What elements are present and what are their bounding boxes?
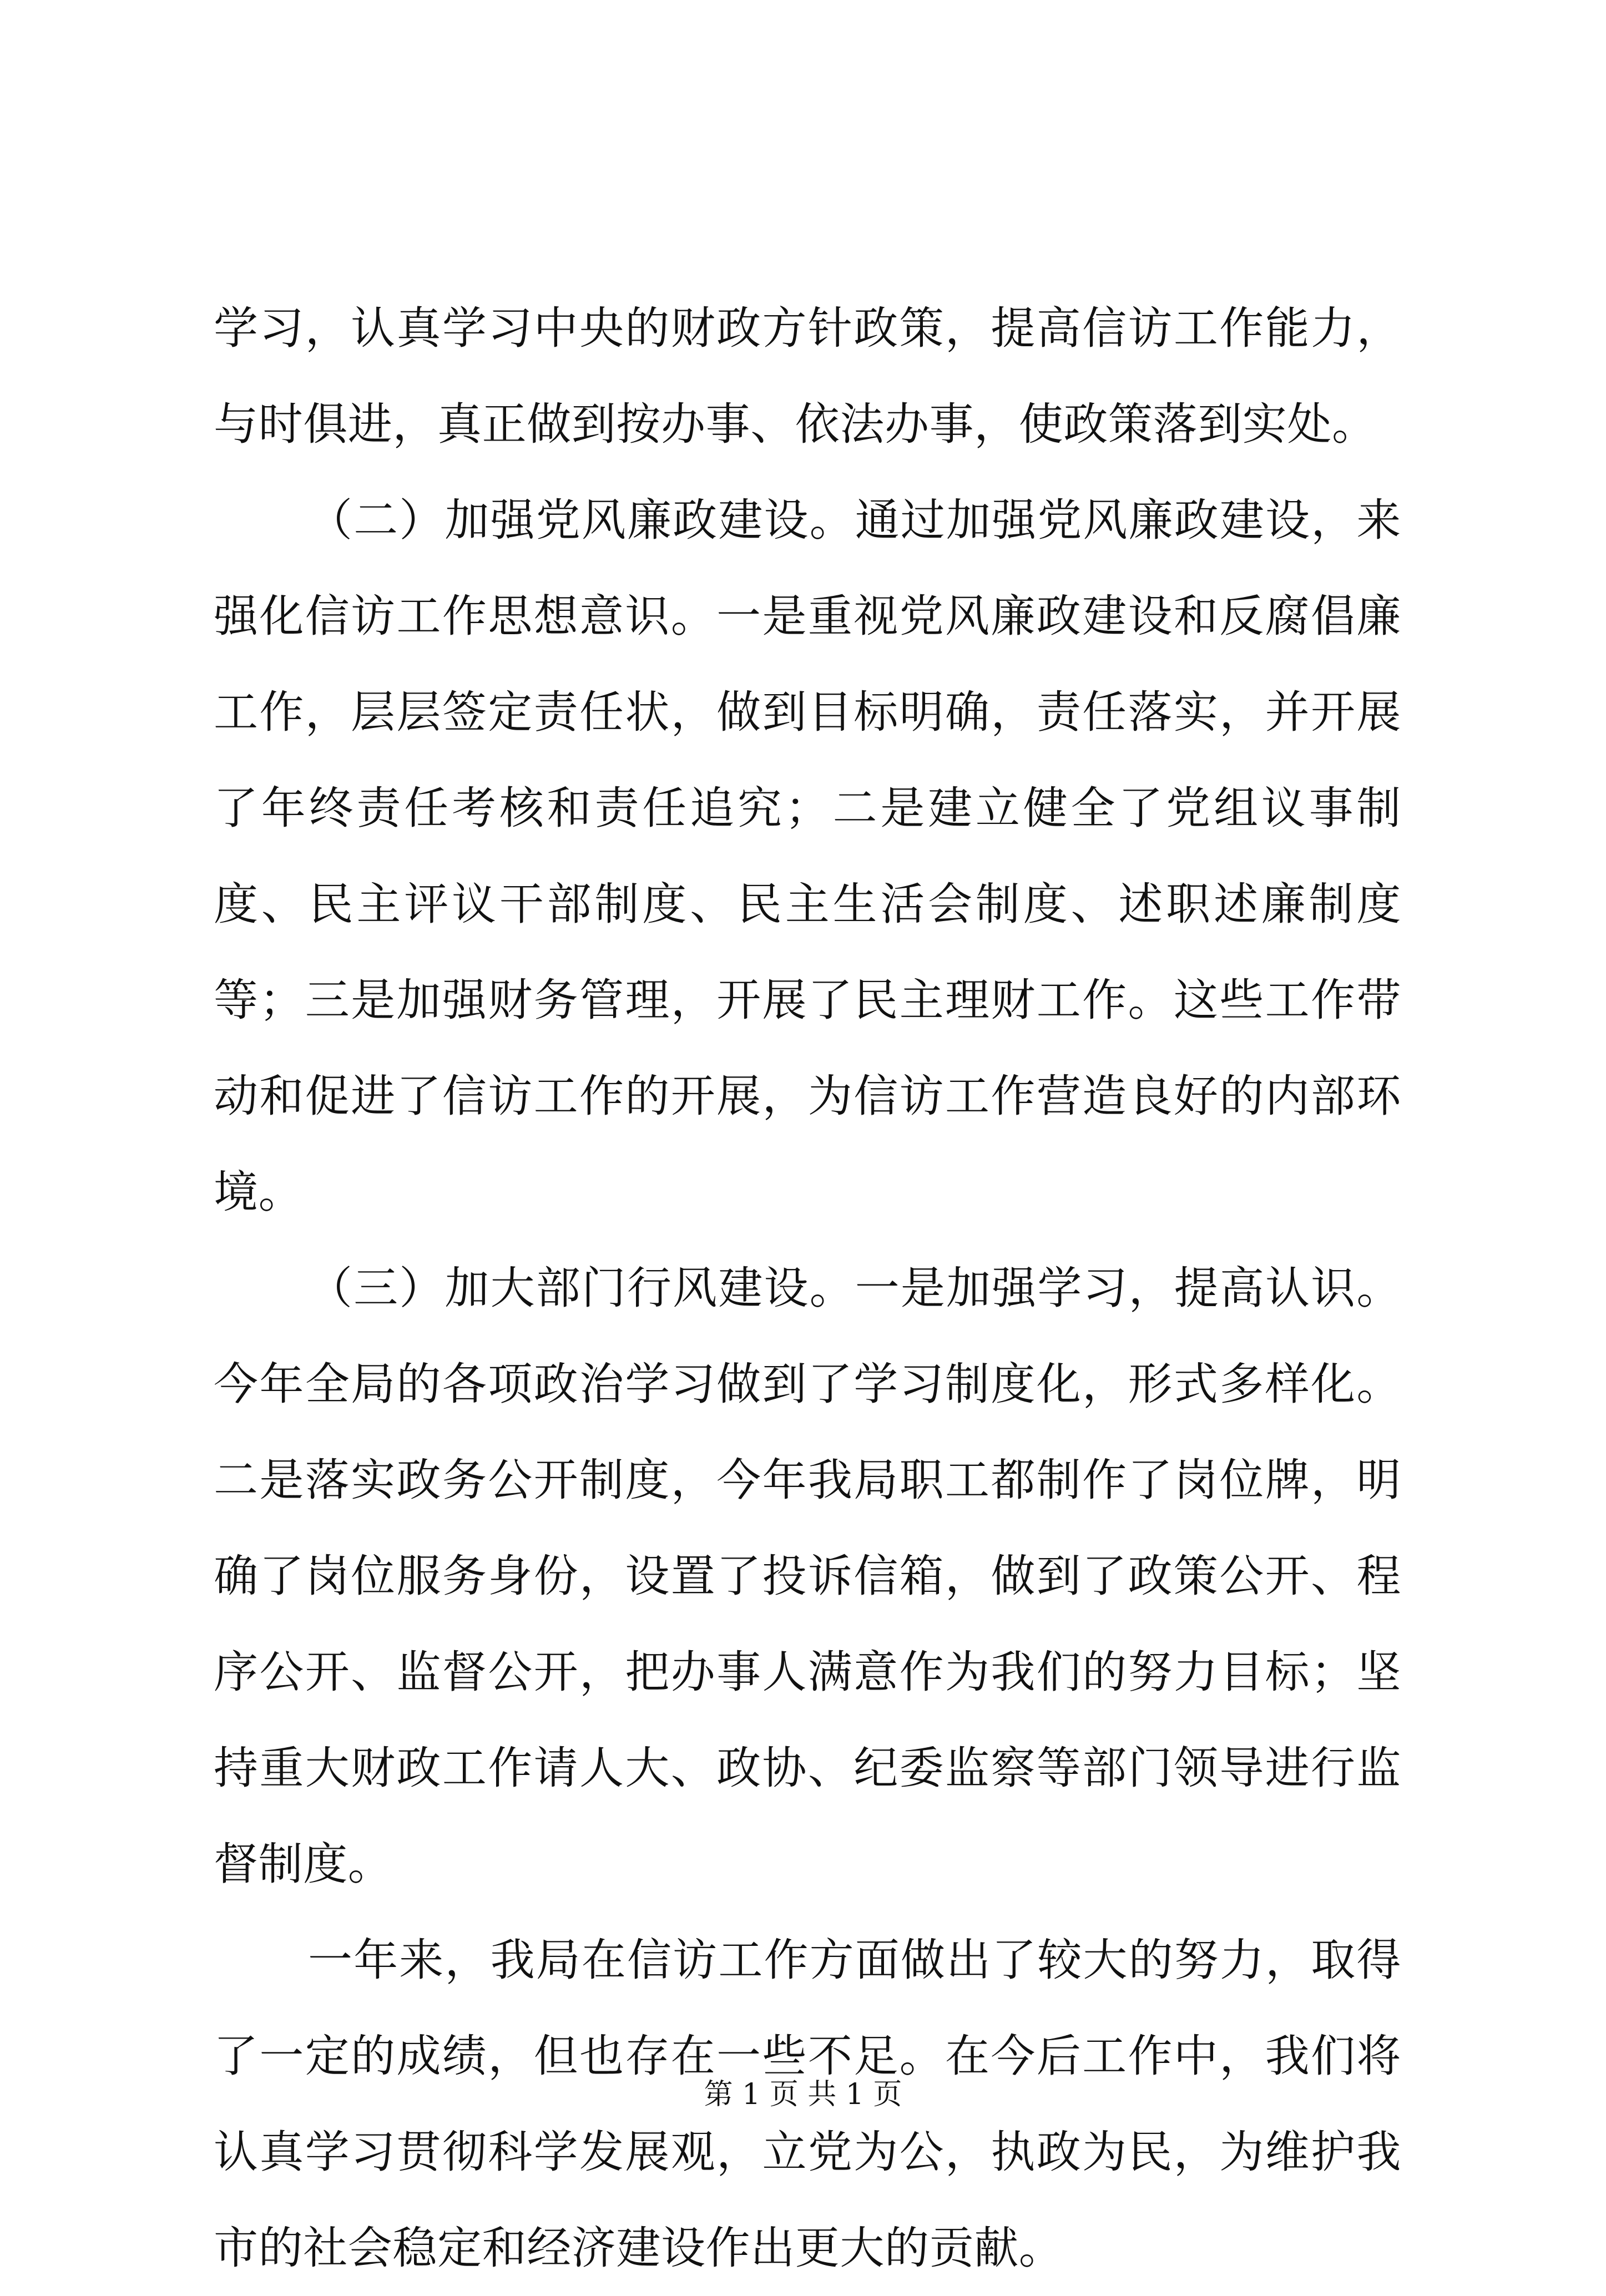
paragraph-department-conduct: （三）加大部门行风建设。一是加强学习，提高认识。今年全局的各项政治学习做到了学习制度化，形式多样化。二是落实政务公开制度，今年我局职工都制作了岗位牌，明确了岗位服务身份，设置了投诉信箱，做到了政策公开、程序公开、监督公开，把办事人满意作为我们的努力目标；坚持重大财政工作请人大、政协、纪委监察等部门领导进行监督制度。 [214,1262,1401,1890]
page-number-footer: 第 1 页 共 1 页 [704,2078,902,2111]
document-body [214,280,1401,2296]
paragraph-party-conduct: （二）加强党风廉政建设。通过加强党风廉政建设，来强化信访工作思想意识。一是重视党风廉政建设和反腐倡廉工作，层层签定责任状，做到目标明确，责任落实，并开展了年终责任考核和责任追究；二是建立健全了党组议事制度、民主评议干部制度、民主生活会制度、述职述廉制度等；三是加强财务管理，开展了民主理财工作。这些工作带动和促进了信访工作的开展，为信访工作营造良好的内部环境。 [214,494,1401,1218]
paragraph-summary: 一年来，我局在信访工作方面做出了较大的努力，取得了一定的成绩，但也存在一些不足。在今后工作中，我们将认真学习贯彻科学发展观，立党为公，执政为民，为维护我市的社会稳定和经济建设作出更大的贡献。 [214,1934,1401,2274]
paragraph-continuation: 学习，认真学习中央的财政方针政策，提高信访工作能力，与时俱进，真正做到按办事、依法办事，使政策落到实处。 [214,302,1401,450]
